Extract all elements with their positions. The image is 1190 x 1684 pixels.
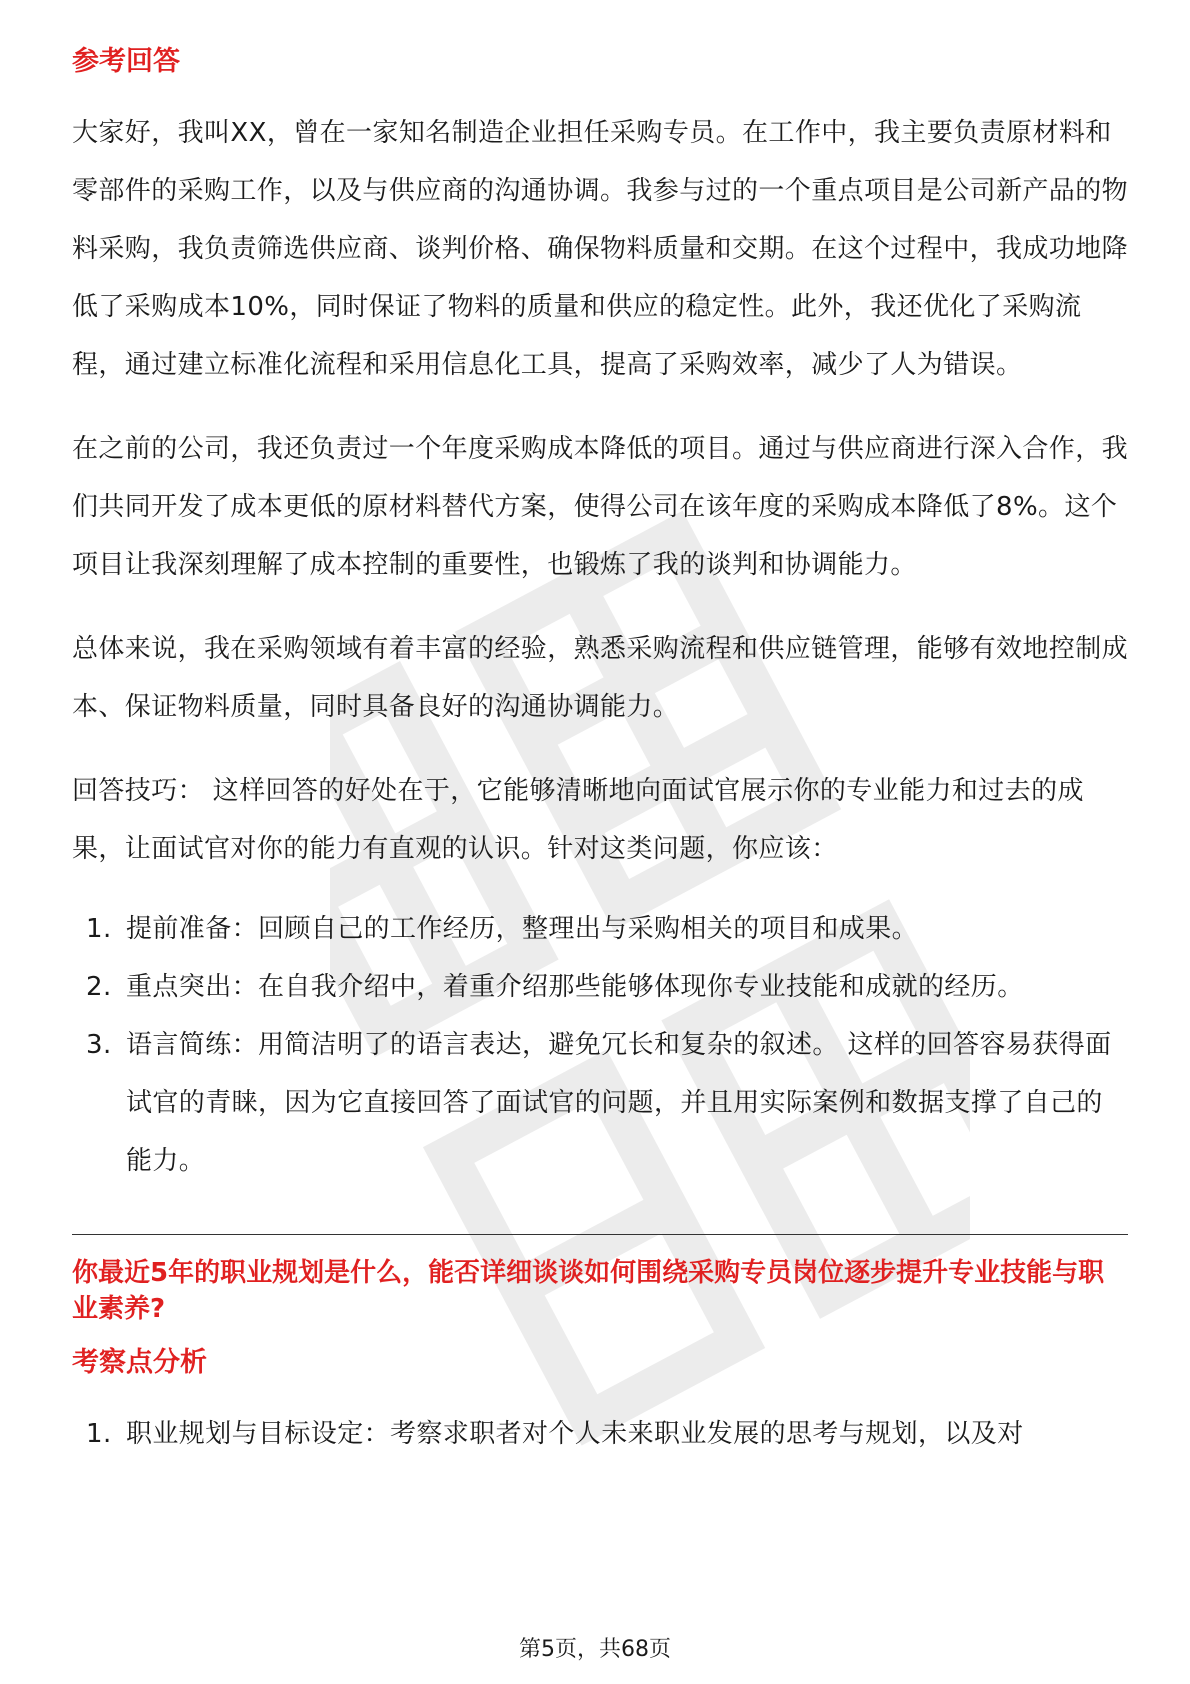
page-number-footer: 第5页，共68页 <box>519 1637 671 1662</box>
list-item-number: 1. <box>86 1419 112 1449</box>
analysis-points-list <box>72 1405 1128 1463</box>
interview-question: 你最近5年的职业规划是什么，能否详细谈谈如何围绕采购专员岗位逐步提升专业技能与职业素养? <box>72 1258 1105 1324</box>
list-item <box>72 958 1128 1016</box>
answer-paragraph-3: 总体来说，我在采购领域有着丰富的经验，熟悉采购流程和供应链管理，能够有效地控制成本、保证物料质量，同时具备良好的沟通协调能力。 <box>72 634 1129 722</box>
list-item-number: 1. <box>86 914 112 944</box>
list-item-number: 2. <box>86 972 112 1002</box>
answer-paragraph-1: 大家好，我叫XX，曾在一家知名制造企业担任采购专员。在工作中，我主要负责原材料和零部件的采购工作，以及与供应商的沟通协调。我参与过的一个重点项目是公司新产品的物料采购，我负责筛选供应商、谈判价格、确保物料质量和交期。在这个过程中，我成功地降低了采购成本10%，同时保证了物料的质量和供应的稳定性。此外，我还优化了采购流程，通过建立标准化流程和采用信息化工具，提高了采购效率，减少了人为错误。 <box>72 118 1129 380</box>
analysis-heading: 考察点分析 <box>72 1347 207 1378</box>
list-item <box>72 1405 1128 1463</box>
list-item-text: 语言简练：用简洁明了的语言表达，避免冗长和复杂的叙述。 这样的回答容易获得面试官的青睐，因为它直接回答了面试官的问题，并且用实际案例和数据支撑了自己的能力。 <box>126 1030 1112 1176</box>
list-item-number: 3. <box>86 1030 112 1060</box>
answer-paragraph-2: 在之前的公司，我还负责过一个年度采购成本降低的项目。通过与供应商进行深入合作，我们共同开发了成本更低的原材料替代方案，使得公司在该年度的采购成本降低了8%。这个项目让我深刻理解了成本控制的重要性，也锻炼了我的谈判和协调能力。 <box>72 434 1129 580</box>
tips-list <box>72 900 1128 1190</box>
list-item-text: 重点突出：在自我介绍中，着重介绍那些能够体现你专业技能和成就的经历。 <box>126 972 1024 1002</box>
page-content <box>72 42 1128 1463</box>
list-item-text: 职业规划与目标设定：考察求职者对个人未来职业发展的思考与规划，以及对 <box>126 1419 1024 1449</box>
reference-answer-heading: 参考回答 <box>72 46 180 77</box>
answer-tips-intro: 回答技巧： 这样回答的好处在于，它能够清晰地向面试官展示你的专业能力和过去的成果，让面试官对你的能力有直观的认识。针对这类问题，你应该： <box>72 776 1084 864</box>
list-item <box>72 900 1128 958</box>
list-item-text: 提前准备：回顾自己的工作经历，整理出与采购相关的项目和成果。 <box>126 914 919 944</box>
list-item <box>72 1016 1128 1190</box>
